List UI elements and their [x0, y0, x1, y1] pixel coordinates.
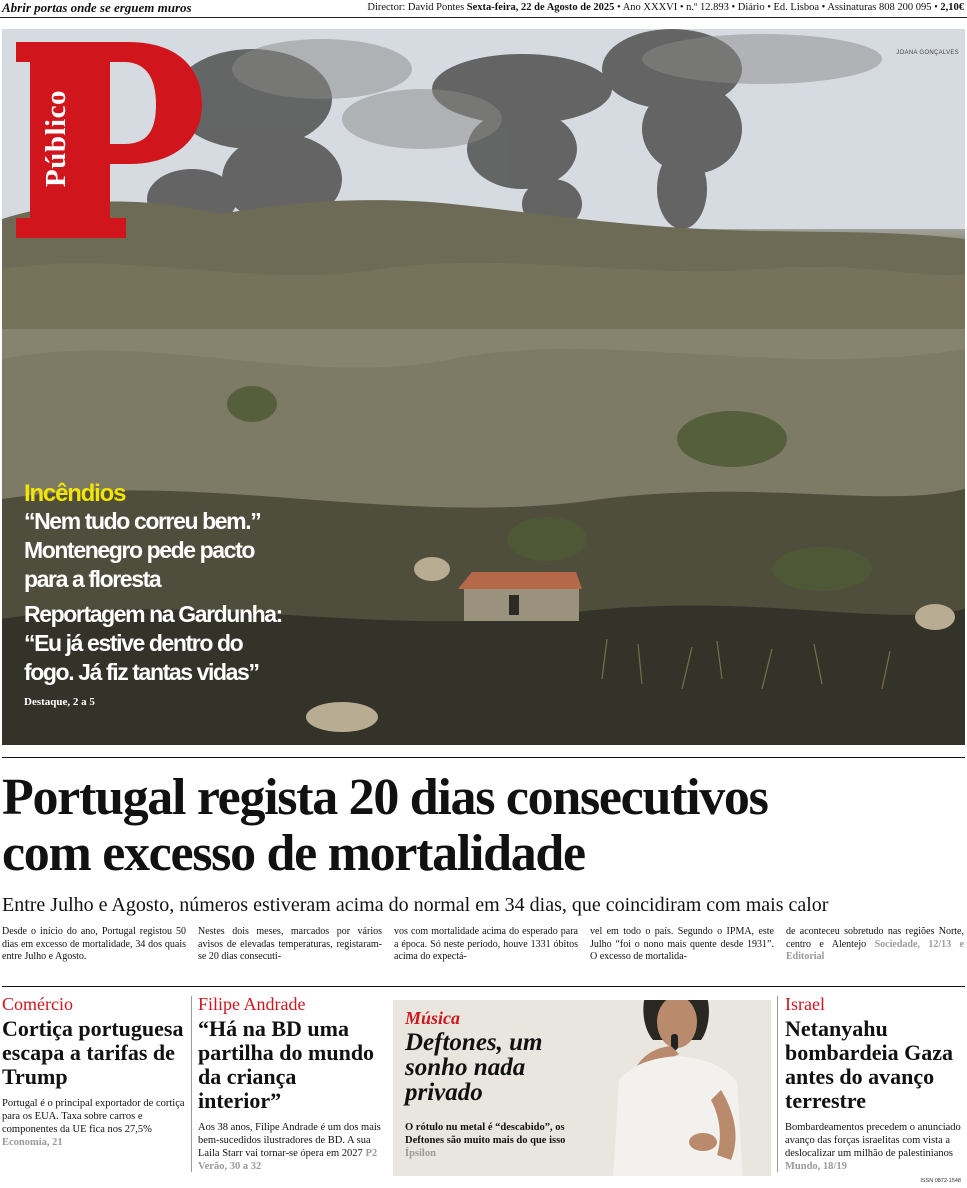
overlay-line: Reportagem na Gardunha:	[24, 601, 282, 627]
lead-column-text: de aconteceu sobretudo nas regiões Norte, centro e Alentejo	[786, 926, 964, 950]
lead-column: Nestes dois meses, marcados por vários avisos de elevadas temperaturas, registaram-se 20 dias consecuti-	[198, 926, 382, 963]
teaser-page-ref: P2 Verão, 30 a 32	[198, 1148, 378, 1172]
singer-photo	[591, 1000, 771, 1176]
teaser-israel[interactable]	[785, 993, 965, 1173]
teaser-headline: Netanyahu bombardeia Gaza antes do avanço terrestre	[785, 1016, 954, 1113]
promo-musica[interactable]	[393, 1000, 771, 1176]
lead-column: Desde o início do ano, Portugal registou 50 dias em excesso de mortalidade, 34 dos quais entre Julho e Agosto.	[2, 926, 186, 963]
photo-overlay-story[interactable]	[24, 480, 314, 708]
lead-subhead: Entre Julho e Agosto, números estiveram acima do normal em 34 dias, que coincidiram com mais calor	[2, 894, 829, 916]
promo-headline: Deftones, um sonho nada privado	[405, 1029, 543, 1106]
overlay-page-ref: Destaque, 2 a 5	[24, 696, 95, 708]
price: 2,10€	[940, 2, 964, 13]
promo-text: O rótulo nu metal é “descabido”, os Deftones são muito mais do que isso	[405, 1122, 566, 1146]
teaser-text: Aos 38 anos, Filipe Andrade é um dos mais bem-sucedidos ilustradores de BD. A sua Laila Starr vai tornar-se ópera em 2027	[198, 1122, 381, 1159]
issue-date: Sexta-feira, 22 de Agosto de 2025	[466, 2, 615, 13]
teaser-comercio[interactable]	[2, 993, 186, 1149]
lead-headline[interactable]	[2, 770, 962, 882]
teaser-body	[198, 1121, 382, 1173]
teaser-text: Bombardeamentos precedem o anunciado avanço das forças israelitas com vista a deslocalizar um milhão de palestinianos	[785, 1122, 961, 1159]
promo-body	[405, 1121, 595, 1160]
lead-column: vel em todo o país. Segundo o IPMA, este Julho “foi o nono mais quente desde 1931”. O excesso de mortalida-	[590, 926, 774, 963]
lead-column	[786, 926, 964, 964]
lead-headline-line: com excesso de mortalidade	[2, 825, 585, 882]
promo-page-ref: Ípsilon	[405, 1148, 436, 1159]
top-bar	[0, 0, 967, 18]
promo-kicker: Música	[405, 1008, 461, 1028]
teaser-filipe-andrade[interactable]	[198, 993, 382, 1173]
overlay-line: para a floresta	[24, 566, 161, 592]
issn-code: ISSN 0872-1548	[920, 1178, 961, 1184]
teaser-body	[2, 1097, 186, 1149]
lead-column: vos com mortalidade acima do esperado para a época. Só neste período, houve 1331 óbitos acima do expectá-	[394, 926, 578, 963]
stone-house	[458, 572, 582, 621]
lead-headline-line: Portugal regista 20 dias consecutivos	[2, 769, 768, 826]
issue-details: • Ano XXXVI • n.º 12.893 • Diário • Ed. Lisboa • Assinaturas 808 200 095 •	[617, 2, 938, 13]
overlay-line: “Eu já estive dentro do	[24, 630, 243, 656]
section-rule	[2, 986, 965, 987]
overlay-line: fogo. Já fiz tantas vidas”	[24, 659, 259, 685]
teaser-kicker: Filipe Andrade	[198, 994, 306, 1014]
teaser-body	[785, 1121, 965, 1173]
column-divider	[191, 996, 192, 1172]
column-divider	[777, 996, 778, 1172]
teaser-headline: “Há na BD uma partilha do mundo da criança interior”	[198, 1016, 375, 1113]
teaser-text: Portugal é o principal exportador de cortiça para os EUA. Taxa sobre carros e componentes da UE fica nos 27,5%	[2, 1098, 185, 1135]
masthead-word: Público	[40, 90, 72, 187]
masthead-logo[interactable]	[12, 42, 202, 242]
director: Director: David Pontes	[367, 2, 465, 13]
overlay-line: “Nem tudo correu bem.”	[24, 508, 261, 534]
teaser-kicker: Comércio	[2, 994, 73, 1014]
lead-page-ref[interactable]: Sociedade, 12/13 e Editorial	[786, 938, 964, 963]
slogan: Abrir portas onde se erguem muros	[2, 0, 192, 15]
overlay-line: Montenegro pede pacto	[24, 537, 255, 563]
teaser-kicker: Israel	[785, 994, 825, 1014]
teaser-page-ref: Mundo, 18/19	[785, 1161, 847, 1172]
teaser-page-ref: Economia, 21	[2, 1137, 63, 1148]
teaser-headline: Cortiça portuguesa escapa a tarifas de Trump	[2, 1016, 184, 1089]
section-rule	[2, 757, 965, 758]
edition-info	[367, 0, 964, 15]
photo-credit: JOANA GONÇALVES	[896, 50, 959, 56]
lead-body-columns	[2, 926, 967, 970]
overlay-kicker: Incêndios	[24, 480, 126, 507]
